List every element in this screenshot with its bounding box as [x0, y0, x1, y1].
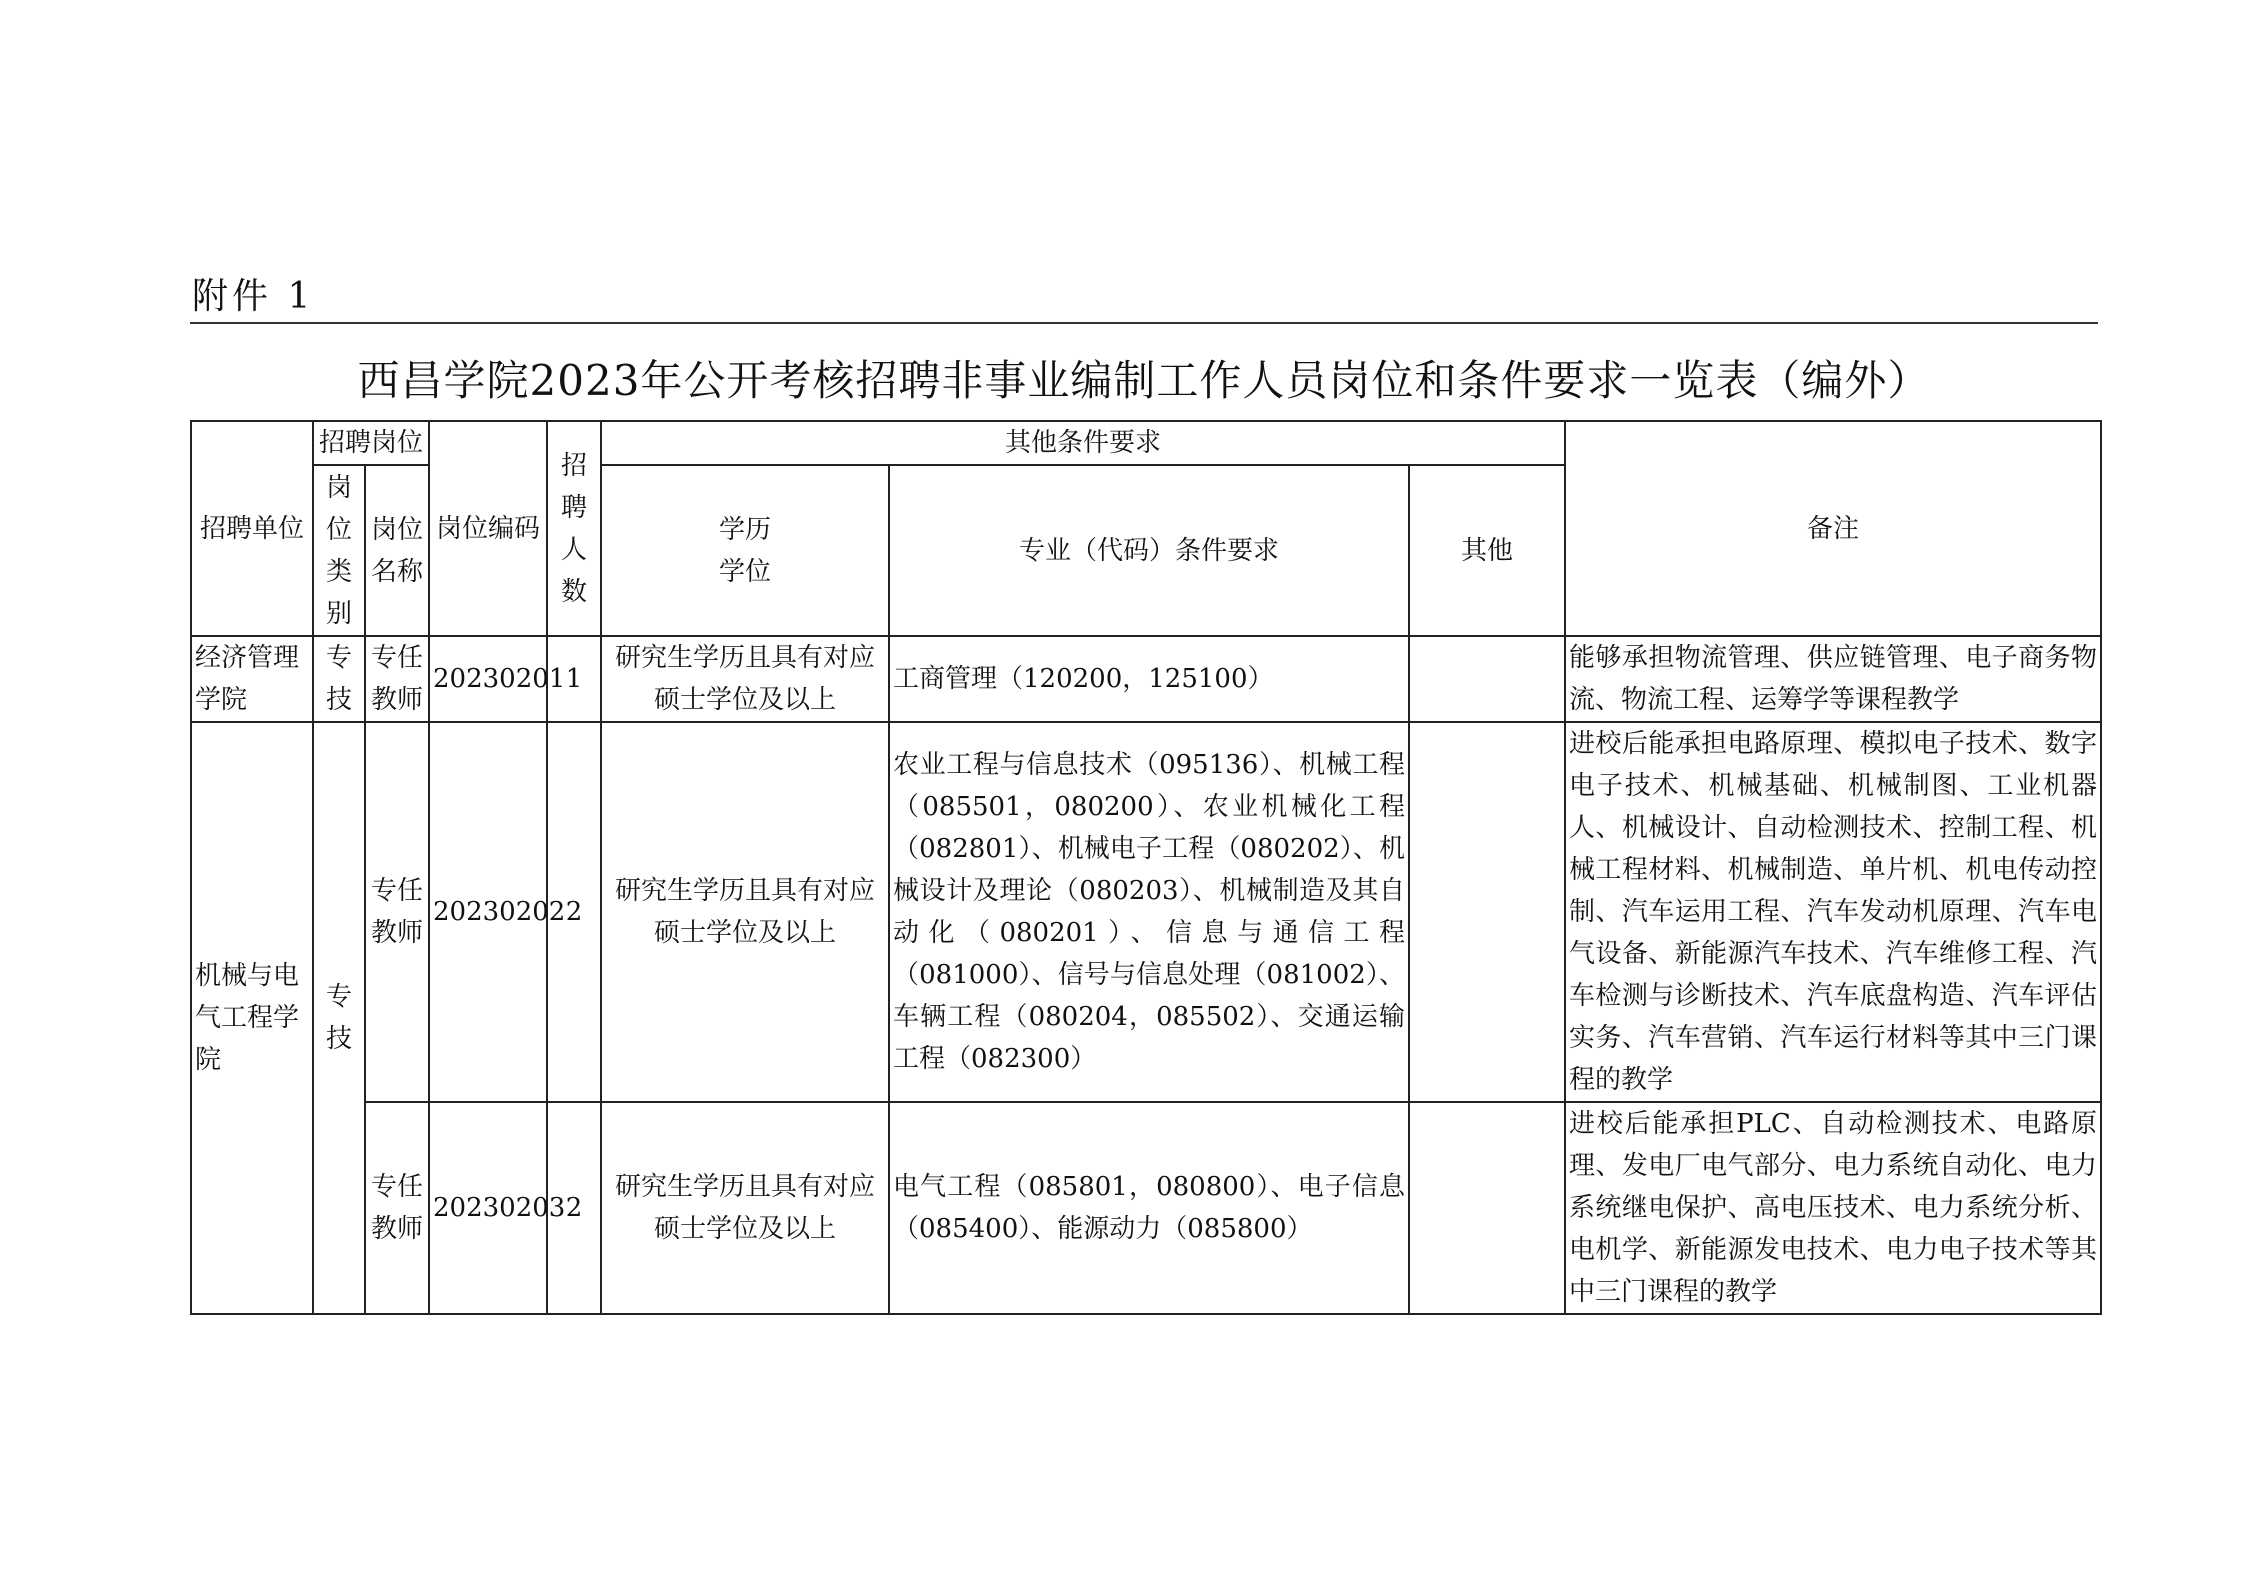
- count-cell: 2: [547, 1102, 601, 1314]
- education-cell: 研究生学历且具有对应硕士学位及以上: [601, 1102, 889, 1314]
- position-code-cell: 20230202: [429, 722, 547, 1102]
- header-row-1: [191, 421, 2101, 465]
- other-cell: [1409, 636, 1565, 722]
- unit-cell: 机械与电气工程学院: [191, 722, 313, 1314]
- position-code-cell: 20230203: [429, 1102, 547, 1314]
- header-remarks: 备注: [1565, 421, 2101, 636]
- position-name-cell: 专任教师: [365, 722, 429, 1102]
- attachment-label: 附件 1: [192, 276, 315, 317]
- header-other-requirements: 其他条件要求: [601, 421, 1565, 465]
- header-rule: [190, 322, 2098, 324]
- count-cell: 2: [547, 722, 601, 1102]
- header-position-type: 岗位类别: [313, 465, 365, 636]
- header-position-name: 岗位名称: [365, 465, 429, 636]
- major-cell: 电气工程（085801，080800）、电子信息（085400）、能源动力（085800）: [889, 1102, 1409, 1314]
- header-education: 学历学位: [601, 465, 889, 636]
- position-name-cell: 专任教师: [365, 1102, 429, 1314]
- position-type-cell: 专技: [313, 722, 365, 1314]
- unit-cell: 经济管理学院: [191, 636, 313, 722]
- other-cell: [1409, 722, 1565, 1102]
- major-cell: 农业工程与信息技术（095136）、机械工程（085501，080200）、农业机械化工程（082801）、机械电子工程（080202）、机械设计及理论（080203）、机械制造及其自动化（080201）、信息与通信工程（081000）、信号与信息处理（081002）、车辆工程（080204，085502）、交通运输工程（082300）: [889, 722, 1409, 1102]
- position-name-cell: 专任教师: [365, 636, 429, 722]
- table-row: [191, 1102, 2101, 1314]
- recruitment-table: [190, 420, 2102, 1315]
- major-cell: 工商管理（120200，125100）: [889, 636, 1409, 722]
- header-other: 其他: [1409, 465, 1565, 636]
- remarks-cell: 进校后能承担PLC、自动检测技术、电路原理、发电厂电气部分、电力系统自动化、电力系统继电保护、高电压技术、电力系统分析、电机学、新能源发电技术、电力电子技术等其中三门课程的教学: [1565, 1102, 2101, 1314]
- header-count: 招聘人数: [547, 421, 601, 636]
- header-position-group: 招聘岗位: [313, 421, 429, 465]
- header-unit: 招聘单位: [191, 421, 313, 636]
- position-code-cell: 20230201: [429, 636, 547, 722]
- header-position-code: 岗位编码: [429, 421, 547, 636]
- page-title: 西昌学院2023年公开考核招聘非事业编制工作人员岗位和条件要求一览表（编外）: [357, 356, 1931, 405]
- education-cell: 研究生学历且具有对应硕士学位及以上: [601, 636, 889, 722]
- remarks-cell: 能够承担物流管理、供应链管理、电子商务物流、物流工程、运筹学等课程教学: [1565, 636, 2101, 722]
- education-cell: 研究生学历且具有对应硕士学位及以上: [601, 722, 889, 1102]
- other-cell: [1409, 1102, 1565, 1314]
- table-row: [191, 722, 2101, 1102]
- header-major: 专业（代码）条件要求: [889, 465, 1409, 636]
- remarks-cell: 进校后能承担电路原理、模拟电子技术、数字电子技术、机械基础、机械制图、工业机器人、机械设计、自动检测技术、控制工程、机械工程材料、机械制造、单片机、机电传动控制、汽车运用工程、汽车发动机原理、汽车电气设备、新能源汽车技术、汽车维修工程、汽车检测与诊断技术、汽车底盘构造、汽车评估实务、汽车营销、汽车运行材料等其中三门课程的教学: [1565, 722, 2101, 1102]
- table-row: [191, 636, 2101, 722]
- count-cell: 1: [547, 636, 601, 722]
- position-type-cell: 专技: [313, 636, 365, 722]
